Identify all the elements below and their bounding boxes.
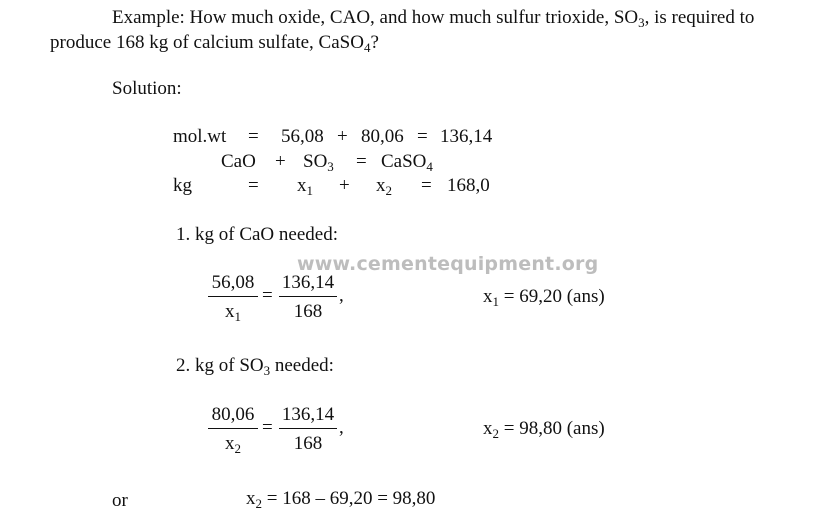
step2-fraction-right [279, 404, 337, 455]
reaction-equals: = [356, 151, 367, 172]
kg-plus: + [339, 175, 350, 196]
problem-statement-line1: Example: How much oxide, CAO, and how much sulfur trioxide, $SO_3$, is required to [112, 7, 755, 30]
fraction-bar [208, 428, 258, 429]
step1-fraction-equals: = [262, 285, 273, 306]
step1-frac-right-numerator: 136,14 [281, 272, 335, 293]
step2-comma: , [339, 417, 344, 438]
reaction-plus: + [275, 151, 286, 172]
molwt-cao: 56,08 [281, 126, 324, 147]
step1-frac-left-numerator: 56,08 [211, 272, 255, 293]
step1-heading: 1. kg of CaO needed: [176, 224, 338, 245]
step2-frac-left-denominator: $x_2$ [225, 433, 241, 456]
step1-fraction-right [279, 272, 337, 323]
step2-frac-right-numerator: 136,14 [281, 404, 335, 425]
step2-fraction-equals: = [262, 417, 273, 438]
step1-frac-left-denominator: $x_1$ [225, 301, 241, 324]
step2-frac-left-numerator: 80,06 [211, 404, 255, 425]
step1-comma: , [339, 285, 344, 306]
fraction-bar [208, 296, 258, 297]
step2-heading: 2. kg of $SO_3$ needed: [176, 355, 334, 378]
molwt-label: mol.wt [173, 126, 227, 147]
problem-statement-line2: produce 168 kg of calcium sulfate, CaSO$_4$? [50, 32, 379, 55]
alt-or-label: or [112, 490, 128, 511]
kg-total: 168,0 [447, 175, 490, 196]
kg-label: kg [173, 175, 192, 196]
fraction-bar [279, 296, 337, 297]
molwt-caso4: 136,14 [440, 126, 493, 147]
watermark-text: www.cementequipment.org [297, 253, 599, 275]
alt-equation: $x_2 = 168 - 69,20 = 98,80$ [246, 488, 436, 511]
reaction-caso4: CaSO$_4$ [381, 151, 433, 174]
kg-equals-2: = [421, 175, 432, 196]
fraction-bar [279, 428, 337, 429]
step1-fraction-left [208, 272, 258, 323]
step2-fraction-left [208, 404, 258, 455]
kg-x2: $x_2$ [376, 175, 392, 198]
reaction-so3: $SO_3$ [303, 151, 334, 174]
kg-equals: = [248, 175, 259, 196]
reaction-cao: CaO [221, 151, 256, 172]
molwt-equals: = [248, 126, 259, 147]
molwt-equals-2: = [417, 126, 428, 147]
step2-frac-right-denominator: 168 [293, 433, 323, 454]
molwt-plus: + [337, 126, 348, 147]
molwt-so3: 80,06 [361, 126, 404, 147]
kg-x1: $x_1$ [297, 175, 313, 198]
step2-result: $x_2 = 98,80$ (ans) [483, 418, 605, 441]
solution-heading: Solution: [112, 78, 182, 99]
step1-frac-right-denominator: 168 [293, 301, 323, 322]
step1-result: $x_1 = 69,20$ (ans) [483, 286, 605, 309]
